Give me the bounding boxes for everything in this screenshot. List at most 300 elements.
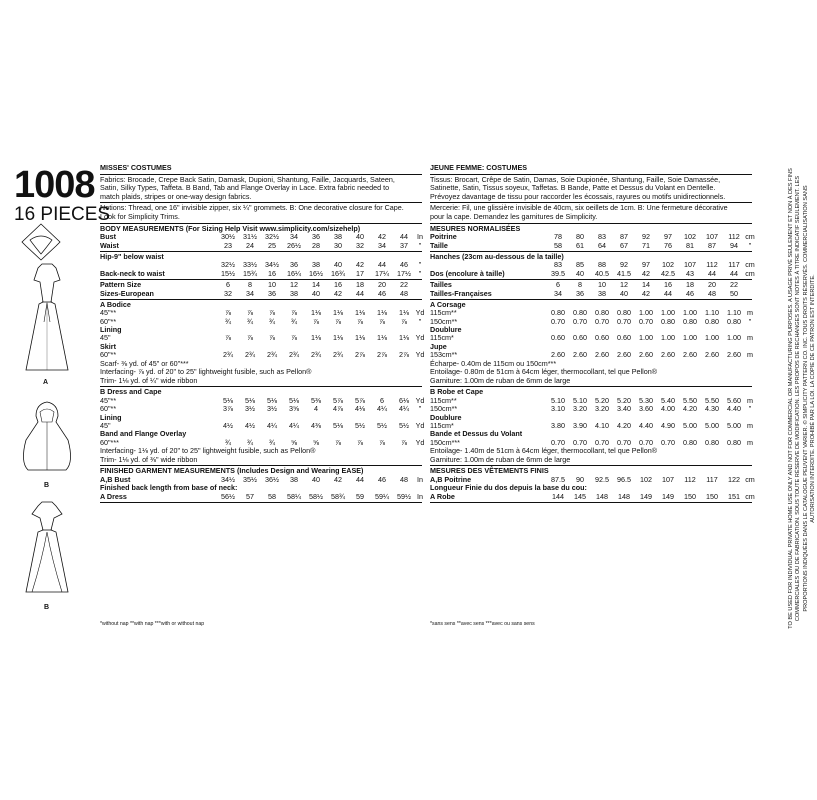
- fr-cell: 80: [576, 232, 584, 242]
- fr-cell: 112: [728, 232, 740, 242]
- fr-cell: 48: [708, 288, 716, 298]
- en-cell: 16½: [309, 268, 323, 278]
- en-table-row: [100, 405, 422, 413]
- fr-cell: 144: [552, 491, 564, 501]
- en-cell: ⅝: [291, 437, 297, 447]
- en-cell: 5⅛: [289, 395, 299, 405]
- en-cell: 5⅜: [311, 395, 321, 405]
- fr-unit: ": [748, 316, 752, 326]
- fr-cell: 1.00: [661, 333, 675, 343]
- en-cell: ¾: [269, 316, 275, 326]
- en-table-row: [100, 395, 425, 405]
- fr-cell: 87.5: [551, 474, 565, 484]
- scarf-illustration: [16, 222, 66, 262]
- fr-row-label: 150cm***: [430, 437, 460, 447]
- en-cell: 32½: [221, 260, 235, 270]
- en-cell: 36: [290, 260, 298, 270]
- fr-cell: 3.40: [617, 404, 631, 414]
- fr-cell: 78: [554, 232, 562, 242]
- en-row-label: A Dress: [100, 491, 127, 501]
- fr-unit: m: [747, 333, 753, 343]
- en-cell: 1⅛: [355, 333, 365, 343]
- en-cell: 40: [312, 288, 320, 298]
- en-cell: 5⅛: [223, 395, 233, 405]
- fr-row-label: Tailles-Françaises: [430, 288, 492, 298]
- fr-cell: 0.80: [617, 308, 631, 318]
- fr-cell: 2.60: [705, 350, 719, 360]
- en-table-row: [100, 301, 422, 309]
- fr-cell: 1.00: [639, 308, 653, 318]
- fr-cell: 39.5: [551, 268, 565, 278]
- en-cell: 4¼: [377, 404, 387, 414]
- fr-cell: 117: [728, 260, 740, 270]
- en-table-row: [100, 253, 422, 261]
- en-row-label: Hip-9" below waist: [100, 251, 164, 261]
- en-cell: 6: [380, 395, 384, 405]
- en-cell: ⅞: [357, 316, 363, 326]
- en-fabrics-line: Satin, Silky Types, Taffeta. B Band, Tab and Flange Overlay in Lace. Extra fabric needed to: [100, 183, 390, 193]
- fr-row-label: A Corsage: [430, 299, 466, 309]
- en-cell: 4½: [245, 420, 255, 430]
- en-cell: 18: [356, 280, 364, 290]
- en-cell: 5½: [399, 420, 409, 430]
- en-cell: 23: [224, 240, 232, 250]
- fr-cell: 4.40: [727, 404, 741, 414]
- en-cell: 4⅛: [355, 404, 365, 414]
- fr-cell: 36: [576, 288, 584, 298]
- pieces-count: 16 PIECES: [14, 204, 111, 225]
- en-divider: [100, 502, 422, 503]
- en-cell: ⅞: [247, 308, 253, 318]
- fr-cell: 5.50: [705, 395, 719, 405]
- fr-cell: 87: [708, 240, 716, 250]
- en-cell: ⅝: [313, 437, 319, 447]
- fr-cell: 2.60: [683, 350, 697, 360]
- fr-row-label: 150cm**: [430, 316, 458, 326]
- en-cell: ¾: [247, 437, 253, 447]
- en-cell: 5⅛: [245, 395, 255, 405]
- fr-table-row: [430, 232, 755, 242]
- fr-cell: 96.5: [617, 474, 631, 484]
- en-cell: ⅞: [379, 316, 385, 326]
- en-cell: 46: [400, 260, 408, 270]
- fr-unit: m: [747, 437, 753, 447]
- en-cell: 2¾: [267, 350, 277, 360]
- en-row-label: Band and Flange Overlay: [100, 429, 187, 439]
- en-cell: 10: [268, 280, 276, 290]
- fr-row-label: Dos (encolure à taille): [430, 268, 505, 278]
- fr-cell: 4.90: [661, 420, 675, 430]
- fr-cell: 97: [664, 232, 672, 242]
- en-unit: In: [417, 232, 423, 242]
- en-cell: 4¼: [267, 420, 277, 430]
- en-cell: 44: [378, 260, 386, 270]
- fr-cell: 0.80: [705, 437, 719, 447]
- fr-cell: 1.10: [727, 308, 741, 318]
- fr-cell: 64: [598, 240, 606, 250]
- fr-cell: 149: [640, 491, 652, 501]
- en-cell: 42: [356, 260, 364, 270]
- en-cell: 8: [248, 280, 252, 290]
- en-cell: ⅞: [269, 333, 275, 343]
- fr-unit: cm: [745, 474, 755, 484]
- en-divider: [100, 279, 422, 280]
- en-cell: 40: [356, 232, 364, 242]
- fr-cell: 40: [620, 288, 628, 298]
- en-cell: 1⅛: [311, 308, 321, 318]
- fr-cell: 4.40: [639, 420, 653, 430]
- fr-cell: 1.10: [705, 308, 719, 318]
- fr-cell: 5.00: [683, 420, 697, 430]
- fr-cell: 40.5: [595, 268, 609, 278]
- fr-cell: 0.80: [683, 437, 697, 447]
- en-cell: 4: [314, 404, 318, 414]
- en-cell: 30½: [221, 232, 235, 242]
- en-row-label: 45"**: [100, 395, 117, 405]
- en-cell: 34½: [221, 474, 235, 484]
- fr-cell: 0.60: [573, 333, 587, 343]
- fr-cell: 112: [706, 260, 718, 270]
- fr-cell: 0.60: [551, 333, 565, 343]
- en-row-label: 60"**: [100, 316, 117, 326]
- fr-cell: 41.5: [617, 268, 631, 278]
- fr-cell: 102: [684, 232, 696, 242]
- en-cell: 42: [378, 232, 386, 242]
- fr-cell: 3.10: [551, 404, 565, 414]
- en-cell: 17¼: [375, 268, 389, 278]
- en-cell: 16¾: [331, 268, 345, 278]
- fr-table-row: [430, 309, 752, 317]
- fr-cell: 34: [554, 288, 562, 298]
- fr-row-label: Jupe: [430, 341, 447, 351]
- en-table-row: [100, 326, 422, 334]
- fr-table-row: [430, 351, 752, 359]
- en-cell: ⅞: [225, 308, 231, 318]
- en-cell: 17: [356, 268, 364, 278]
- fr-cell: 5.60: [727, 395, 741, 405]
- en-cell: 14: [312, 280, 320, 290]
- fr-cell: 1.00: [705, 333, 719, 343]
- en-cell: 59: [356, 491, 364, 501]
- en-table-row: [100, 290, 422, 298]
- fr-unit: m: [747, 308, 753, 318]
- en-cell: 32: [356, 240, 364, 250]
- en-row-label: Back-neck to waist: [100, 268, 165, 278]
- fr-cell: 4.00: [661, 404, 675, 414]
- fr-cell: 0.70: [551, 437, 565, 447]
- en-cell: 40: [312, 474, 320, 484]
- fr-finished-header: MESURES DES VÊTEMENTS FINIS: [430, 466, 549, 476]
- en-finished-header: FINISHED GARMENT MEASUREMENTS (Includes Design and Wearing EASE): [100, 466, 364, 476]
- en-cell: 15¾: [243, 268, 257, 278]
- en-cell: 4⅞: [333, 404, 343, 414]
- fr-row-label: 115cm*: [430, 420, 454, 430]
- footnote-fr: *sans sens **avec sens ***avec ou sans sens: [430, 621, 535, 627]
- fr-table-row: [430, 405, 752, 413]
- fr-unit: m: [747, 420, 753, 430]
- fr-cell: 4.10: [595, 420, 609, 430]
- fr-cell: 149: [662, 491, 674, 501]
- en-cell: 28: [312, 240, 320, 250]
- fr-cell: 40: [576, 268, 584, 278]
- en-row-label: Finished back length from base of neck:: [100, 483, 238, 493]
- en-cell: 33½: [243, 260, 257, 270]
- en-row-label: B Dress and Cape: [100, 387, 162, 397]
- en-cell: 1⅛: [399, 333, 409, 343]
- fr-cell: 42.5: [661, 268, 675, 278]
- en-cell: 58¼: [287, 491, 301, 501]
- fr-cell: 0.70: [617, 437, 631, 447]
- fr-cell: 0.70: [551, 316, 565, 326]
- en-cell: 1⅛: [333, 308, 343, 318]
- pattern-number: 1008: [14, 164, 95, 206]
- fr-row-label: Bande et Dessus du Volant: [430, 429, 523, 439]
- fr-cell: 2.60: [573, 350, 587, 360]
- fr-cell: 0.70: [573, 437, 587, 447]
- en-table-row: [100, 318, 422, 326]
- fr-cell: 81: [686, 240, 694, 250]
- fr-cell: 6: [556, 280, 560, 290]
- fr-cell: 107: [684, 260, 696, 270]
- en-divider: [100, 299, 422, 300]
- fr-cell: 8: [578, 280, 582, 290]
- fr-cell: 5.30: [639, 395, 653, 405]
- en-cell: 1⅛: [311, 333, 321, 343]
- en-cell: 3½: [267, 404, 277, 414]
- en-row-label: Lining: [100, 412, 122, 422]
- en-unit: ": [418, 240, 422, 250]
- en-cell: 31½: [243, 232, 257, 242]
- en-table-row: [100, 270, 422, 278]
- fr-interfacing-a: Entoilage- 0.80m de 51cm à 64cm léger, thermocollant, tel que Pellon®: [430, 367, 658, 377]
- en-cell: ⅞: [291, 308, 297, 318]
- fr-scarf: Écharpe- 0.40m de 115cm ou 150cm***: [430, 358, 557, 368]
- en-row-label: Pattern Size: [100, 280, 142, 290]
- fr-fabrics-line: Tissus: Brocart, Crêpe de Satin, Damas, Soie Dupionée, Shantung, Faille, Soie Damassée,: [430, 174, 721, 184]
- en-cell: 1⅛: [377, 308, 387, 318]
- fr-cell: 4.20: [683, 404, 697, 414]
- legal-notice: [758, 166, 816, 631]
- fr-table-row: [430, 430, 752, 438]
- fr-row-label: 115cm*: [430, 333, 454, 343]
- en-cell: ⅞: [313, 316, 319, 326]
- fr-body-header: MESURES NORMALISÉES: [430, 223, 521, 233]
- fr-cell: 1.00: [727, 333, 741, 343]
- fr-cell: 83: [598, 232, 606, 242]
- en-cell: 2¾: [245, 350, 255, 360]
- fr-cell: 0.70: [573, 316, 587, 326]
- en-cell: ⅞: [269, 308, 275, 318]
- en-cell: 38: [290, 288, 298, 298]
- en-cell: 6⅛: [399, 395, 409, 405]
- en-fabrics-line: Fabrics: Brocade, Crepe Back Satin, Damask, Dupioni, Shantung, Faille, Jacquards, Sateen,: [100, 174, 395, 184]
- fr-cell: 0.80: [551, 308, 565, 318]
- en-cell: 48: [400, 474, 408, 484]
- en-cell: 25: [268, 240, 276, 250]
- fr-cell: 90: [576, 474, 584, 484]
- en-cell: 42: [334, 474, 342, 484]
- en-table-row: [100, 333, 425, 343]
- fr-cell: 102: [662, 260, 674, 270]
- en-cell: ¾: [291, 316, 297, 326]
- en-unit: ": [418, 260, 422, 270]
- en-unit: In: [417, 491, 423, 501]
- en-cell: 15½: [221, 268, 235, 278]
- en-cell: 20: [378, 280, 386, 290]
- fr-divider: [430, 299, 752, 300]
- en-cell: 5⅞: [355, 395, 365, 405]
- en-unit: Yd: [415, 437, 425, 447]
- en-unit: ": [418, 404, 422, 414]
- french-column: [430, 163, 755, 504]
- en-cell: 38: [290, 474, 298, 484]
- en-cell: 5⅛: [267, 395, 277, 405]
- fr-table-row: [430, 388, 752, 396]
- en-row-label: Waist: [100, 240, 119, 250]
- en-cell: 17½: [397, 268, 411, 278]
- fr-table-row: [430, 326, 752, 334]
- fr-divider: [430, 279, 752, 280]
- en-cell: 3⅞: [223, 404, 233, 414]
- fr-cell: 1.00: [683, 333, 697, 343]
- fr-cell: 0.70: [595, 316, 609, 326]
- fr-cell: 122: [728, 474, 740, 484]
- fr-cell: 4.20: [617, 420, 631, 430]
- en-cell: 32: [224, 288, 232, 298]
- en-cell: 34: [246, 288, 254, 298]
- en-cell: 37: [400, 240, 408, 250]
- fr-unit: m: [747, 395, 753, 405]
- en-unit: Yd: [415, 333, 425, 343]
- fr-cell: 5.10: [551, 395, 565, 405]
- fr-cell: 112: [684, 474, 696, 484]
- en-cell: 44: [356, 288, 364, 298]
- fr-cell: 3.60: [639, 404, 653, 414]
- en-cell: 3½: [245, 404, 255, 414]
- en-row-label: 45": [100, 420, 111, 430]
- en-unit: Yd: [415, 420, 425, 430]
- fr-cell: 107: [706, 232, 718, 242]
- fr-cell: 5.10: [573, 395, 587, 405]
- fr-table-row: [430, 397, 752, 405]
- fr-cell: 0.70: [617, 316, 631, 326]
- fr-cell: 0.80: [661, 316, 675, 326]
- fr-cell: 117: [706, 474, 718, 484]
- en-row-label: 45"**: [100, 308, 117, 318]
- en-row-label: 45": [100, 333, 111, 343]
- fr-divider: [430, 502, 752, 503]
- en-table-row: [100, 437, 425, 447]
- fr-unit: cm: [745, 268, 755, 278]
- dress-b-illustration: [22, 500, 72, 596]
- fr-cell: 0.70: [639, 437, 653, 447]
- en-cell: 38: [334, 232, 342, 242]
- en-table-row: [100, 430, 422, 438]
- en-cell: 36: [312, 232, 320, 242]
- en-row-label: A Bodice: [100, 299, 131, 309]
- fr-cell: 5.20: [617, 395, 631, 405]
- en-cell: 16: [334, 280, 342, 290]
- en-cell: 59¼: [375, 491, 389, 501]
- en-cell: 58¾: [331, 491, 345, 501]
- en-cell: ⅞: [401, 316, 407, 326]
- fr-trim-a: Garniture: 1.00m de ruban de 6mm de large: [430, 375, 571, 385]
- fr-cell: 5.20: [595, 395, 609, 405]
- figure-label-b2: B: [44, 604, 50, 611]
- fr-trim-b: Garniture: 1.00m de ruban de 6mm de large: [430, 454, 571, 464]
- en-cell: ¾: [269, 437, 275, 447]
- fr-table-row: [430, 439, 752, 447]
- fr-cell: 0.60: [595, 333, 609, 343]
- fr-cell: 16: [664, 280, 672, 290]
- fr-cell: 150: [706, 491, 718, 501]
- fr-cell: 94: [730, 240, 738, 250]
- fr-cell: 14: [642, 280, 650, 290]
- fr-cell: 71: [642, 240, 650, 250]
- fr-row-label: B Robe et Cape: [430, 387, 484, 397]
- en-cell: 46: [378, 288, 386, 298]
- en-body-header: BODY MEASUREMENTS (For Sizing Help Visit www.simplicity.com/sizehelp): [100, 223, 361, 233]
- fr-table-row: [430, 242, 752, 250]
- fr-cell: 1.00: [683, 308, 697, 318]
- en-cell: 2¾: [223, 350, 233, 360]
- en-trim-a: Trim- 1⅛ yd. of ¼" wide ribbon: [100, 375, 198, 385]
- en-row-label: 60"***: [100, 437, 119, 447]
- fr-cell: 0.80: [705, 316, 719, 326]
- en-cell: 12: [290, 280, 298, 290]
- fr-fabrics-line: Satinette, Satin, Tissus soyeux, Taffetas. B Bande, Patte et Dessus du Volant en Dentelle.: [430, 183, 716, 193]
- fr-row-label: 115cm**: [430, 395, 457, 405]
- fr-row-label: Doublure: [430, 412, 462, 422]
- fr-unit: ": [748, 240, 752, 250]
- fr-cell: 0.70: [639, 316, 653, 326]
- fr-unit: cm: [745, 491, 755, 501]
- en-cell: 2¾: [333, 350, 343, 360]
- en-cell: 2¾: [311, 350, 321, 360]
- en-unit: ": [418, 268, 422, 278]
- en-row-label: Bust: [100, 232, 116, 242]
- en-notions-line: Notions: Thread, one 16" invisible zipper, six ¼" grommets. B: One decorative closure for Cape.: [100, 203, 404, 213]
- en-interfacing-a: Interfacing- ⅞ yd. of 20" to 25" lightweight fusible, such as Pellon®: [100, 367, 312, 377]
- fr-table-row: [430, 268, 755, 278]
- fr-cell: 3.80: [551, 420, 565, 430]
- en-cell: 6: [226, 280, 230, 290]
- fr-cell: 50: [730, 288, 738, 298]
- fr-cell: 3.20: [573, 404, 587, 414]
- en-cell: 1⅛: [399, 308, 409, 318]
- fr-cell: 145: [574, 491, 586, 501]
- en-row-label: A,B Bust: [100, 474, 131, 484]
- figure-label-b: B: [44, 482, 50, 489]
- en-table-row: [100, 350, 425, 360]
- fr-cell: 2.60: [727, 350, 741, 360]
- en-cell: 34: [378, 240, 386, 250]
- fr-cell: 44: [664, 288, 672, 298]
- en-table-row: [100, 414, 422, 422]
- en-table-row: [100, 308, 425, 318]
- fr-unit: m: [747, 350, 753, 360]
- fr-table-row: [430, 334, 752, 342]
- fr-cell: 1.00: [661, 308, 675, 318]
- figure-label-a: A: [43, 379, 49, 386]
- en-cell: 5⅞: [333, 395, 343, 405]
- fr-cell: 97: [642, 260, 650, 270]
- footnote-en: *without nap **with nap ***with or without nap: [100, 621, 205, 627]
- en-cell: 40: [334, 260, 342, 270]
- en-cell: 1⅛: [377, 333, 387, 343]
- fr-cell: 150: [684, 491, 696, 501]
- fr-cell: 5.40: [661, 395, 675, 405]
